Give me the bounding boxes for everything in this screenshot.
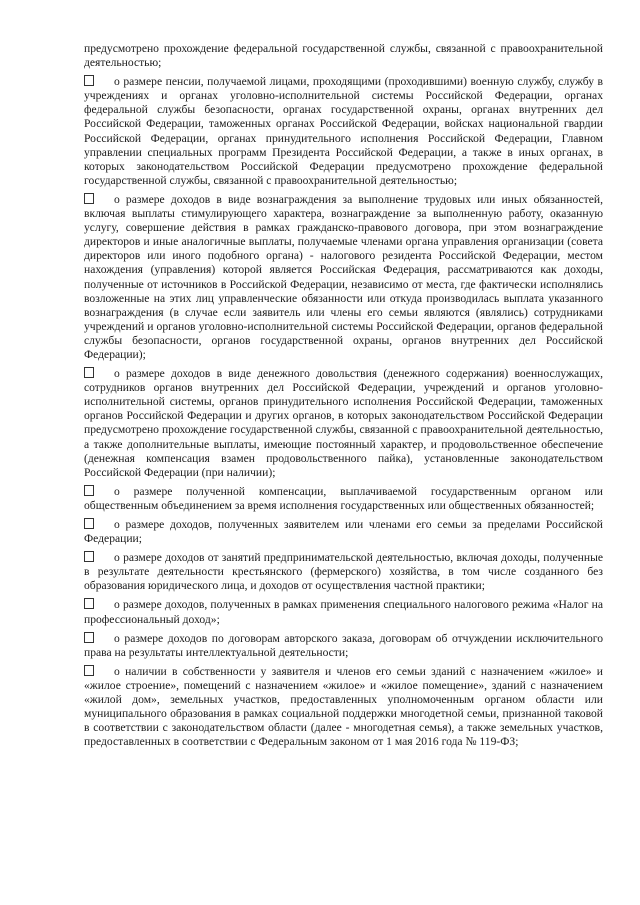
- list-item-foreign-income: [84, 518, 603, 546]
- paragraph-text: о размере доходов от занятий предпринимательской деятельностью, включая доходы, полученные в результате деятельности крестьянского (фермерского) хозяйства, в том числе созданного без образования юридического лица, и доходов от осуществления частной практики;: [84, 551, 603, 593]
- paragraph-text: о размере полученной компенсации, выплачиваемой государственным органом или общественным объединением за время исполнения государственных или общественных обязанностей;: [84, 484, 603, 512]
- bullet-icon: [84, 367, 94, 378]
- list-item-allowance: [84, 367, 603, 480]
- bullet-icon: [84, 632, 94, 643]
- paragraph-text: о размере доходов, полученных в рамках применения специального налогового режима «Налог на профессиональный доход»;: [84, 598, 603, 626]
- bullet-icon: [84, 518, 94, 529]
- bullet-icon: [84, 75, 94, 86]
- paragraph-continuation: [84, 42, 603, 70]
- list-item-property: [84, 665, 603, 750]
- list-item-copyright: [84, 632, 603, 660]
- bullet-icon: [84, 551, 94, 562]
- paragraph-text: о размере доходов в виде вознаграждения за выполнение трудовых или иных обязанностей, включая выплаты стимулирующего характера, вознаграждение за выполненную работу, оказанную услугу, совершение действия в рамках гражданско-правового договора, при этом вознаграждение директоров и иные аналогичные выплаты, получаемые членами органа управления организации (совета директоров или иного подобного органа) - налогового резидента Российской Федерации, местом нахождения (управления) которой является Российская Федерация, рассматриваются как доходы, полученные от источников в Российской Федерации, независимо от места, где фактически исполнялись возложенные на этих лиц управленческие обязанности или откуда производилась выплата указанного вознаграждения (в случае если заявитель или члены его семьи являются (являлись) сотрудниками учреждений и органов уголовно-исполнительной системы Российской Федерации, органов федеральной службы безопасности, органов государственной охраны, органов внутренних дел Российской Федерации);: [84, 192, 603, 361]
- list-item-professional-tax: [84, 598, 603, 626]
- list-item-compensation: [84, 485, 603, 513]
- paragraph-text: о размере доходов, полученных заявителем или членами его семьи за пределами Российской Федерации;: [84, 518, 603, 546]
- list-item-pension: [84, 75, 603, 188]
- paragraph-text: о размере доходов в виде денежного довольствия (денежного содержания) военнослужащих, сотрудников органов внутренних дел Российской Федерации, учреждений и органов уголовно-исполнительной системы, органов принудительного исполнения Российской Федерации, таможенных органов Российской Федерации и других органов, в которых законодательством Российской Федерации предусмотрено прохождение государственной службы, связанной с правоохранительной деятельностью, а также дополнительные выплаты, имеющие постоянный характер, и продовольственное обеспечение (денежная компенсация взамен продовольственного пайка), установленные законодательством Российской Федерации (при наличии);: [84, 367, 603, 479]
- paragraph-text: о размере доходов по договорам авторского заказа, договорам об отчуждении исключительного права на результаты интеллектуальной деятельности;: [84, 631, 603, 659]
- list-item-remuneration: [84, 193, 603, 362]
- bullet-icon: [84, 598, 94, 609]
- bullet-icon: [84, 485, 94, 496]
- list-item-business-income: [84, 551, 603, 593]
- paragraph-text: о наличии в собственности у заявителя и членов его семьи зданий с назначением «жилое» и «жилое строение», помещений с назначением «жилое» и «жилое помещение», зданий с назначением «жилой дом», земельных участков, предоставленных уполномоченным органом области или муниципального образования в рамках социальной поддержки многодетной семьи, признанной таковой в соответствии с законодательством области (далее - многодетная семья), а также земельных участков, предоставленных в соответствии с Федеральным законом от 1 мая 2016 года № 119-ФЗ;: [84, 664, 603, 749]
- bullet-icon: [84, 193, 94, 204]
- document-page: [84, 42, 603, 754]
- paragraph-text: о размере пенсии, получаемой лицами, проходящими (проходившими) военную службу, службу в учреждениях и органах уголовно-исполнительной системы Российской Федерации, органах федеральной службы безопасности, органах государственной охраны, органах внутренних дел Российской Федерации, таможенных органах Российской Федерации, войсках национальной гвардии Российской Федерации, органах принудительного исполнения Российской Федерации, Главном управлении специальных программ Президента Российской Федерации, а также в иных органах, в которых законодательством Российской Федерации предусмотрено прохождение федеральной государственной службы, связанной с правоохранительной деятельностью;: [84, 75, 603, 187]
- paragraph-text: предусмотрено прохождение федеральной государственной службы, связанной с правоохранительной деятельностью;: [84, 42, 603, 70]
- bullet-icon: [84, 665, 94, 676]
